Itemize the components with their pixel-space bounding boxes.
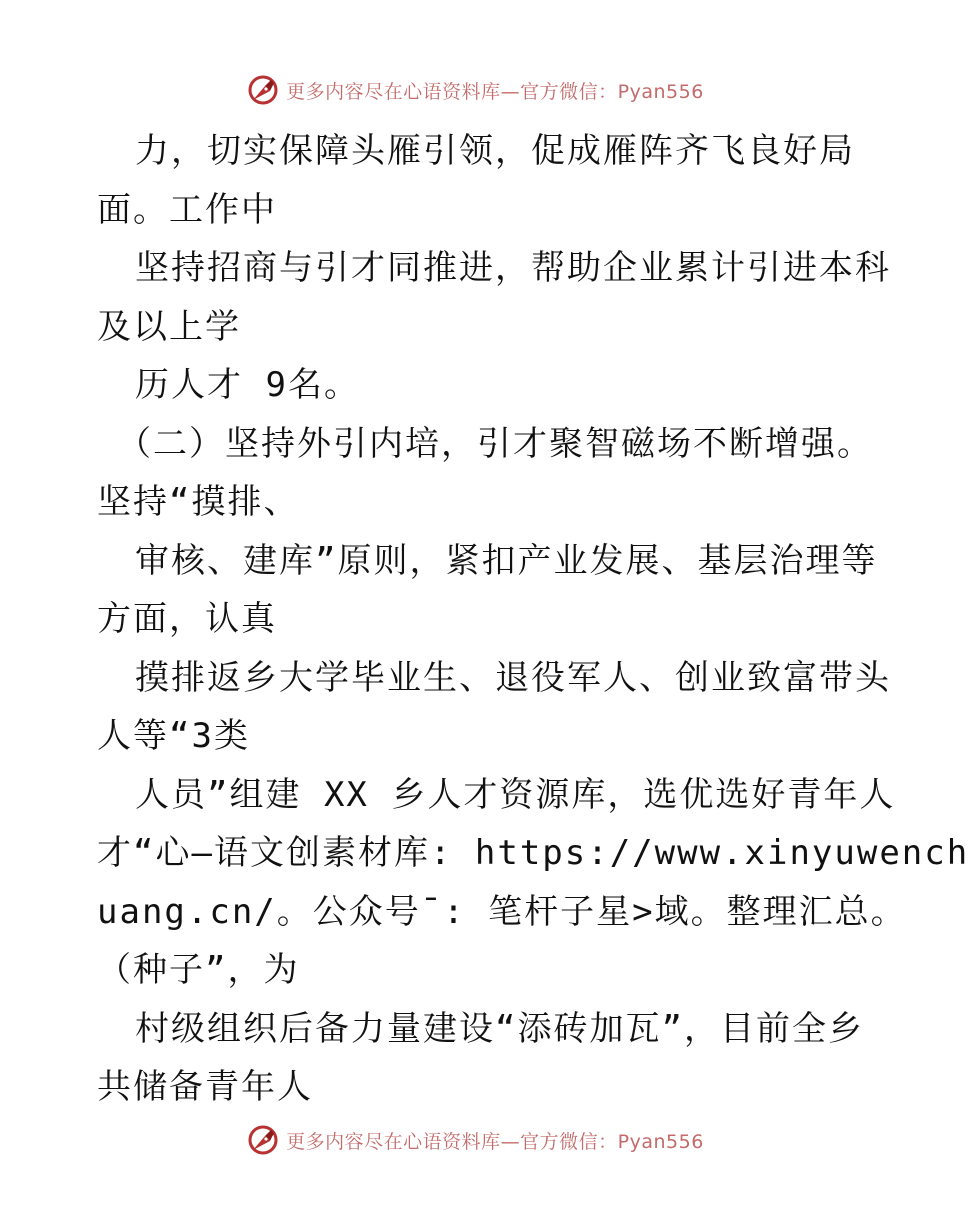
body-line: 历人才 9名。 bbox=[135, 365, 360, 405]
body-line: 审核、建库”原则，紧扣产业发展、基层治理等 bbox=[135, 540, 878, 581]
body-line: uang.cn/。公众号¯: 笔杆子星>域。整理汇总。 bbox=[97, 891, 907, 932]
body-line: 方面，认真 bbox=[97, 599, 277, 639]
body-line: 及以上学 bbox=[97, 306, 241, 347]
body-line: 才“心—语文创素材库: https://www.xinyuwench bbox=[97, 833, 969, 873]
header-banner-text: 更多内容尽在心语资料库—官方微信：Pyan556 bbox=[286, 80, 704, 103]
body-line: 坚持招商与引才同推进，帮助企业累计引进本科 bbox=[135, 248, 891, 288]
body-line: 力，切实保障头雁引领，促成雁阵齐飞良好局 bbox=[135, 131, 855, 171]
section-heading-line: （二）坚持外引内培，引才聚智磁场不断增强。 bbox=[117, 423, 873, 464]
body-line: 人员”组建 XX 乡人才资源库，选优选好青年人 bbox=[135, 774, 896, 815]
footer-banner-inner bbox=[246, 1123, 704, 1157]
body-line: 坚持“摸排、 bbox=[97, 482, 300, 522]
footer-banner-text: 更多内容尽在心语资料库—官方微信：Pyan556 bbox=[286, 1130, 704, 1153]
pen-nib-logo-icon bbox=[246, 1123, 280, 1157]
body-line: 摸排返乡大学毕业生、退役军人、创业致富带头 bbox=[135, 657, 891, 698]
body-line: 村级组织后备力量建设“添砖加瓦”，目前全乡 bbox=[135, 1008, 864, 1049]
footer-banner bbox=[0, 1120, 950, 1160]
pen-nib-logo-icon bbox=[246, 73, 280, 107]
body-line: 面。工作中 bbox=[97, 189, 277, 230]
body-line: （种子”，为 bbox=[97, 950, 300, 990]
header-banner-inner bbox=[246, 73, 704, 107]
body-line: 人等“3类 bbox=[97, 716, 250, 756]
body-line: 共储备青年人 bbox=[97, 1067, 313, 1107]
document-body bbox=[97, 122, 969, 1117]
header-banner bbox=[0, 70, 950, 110]
